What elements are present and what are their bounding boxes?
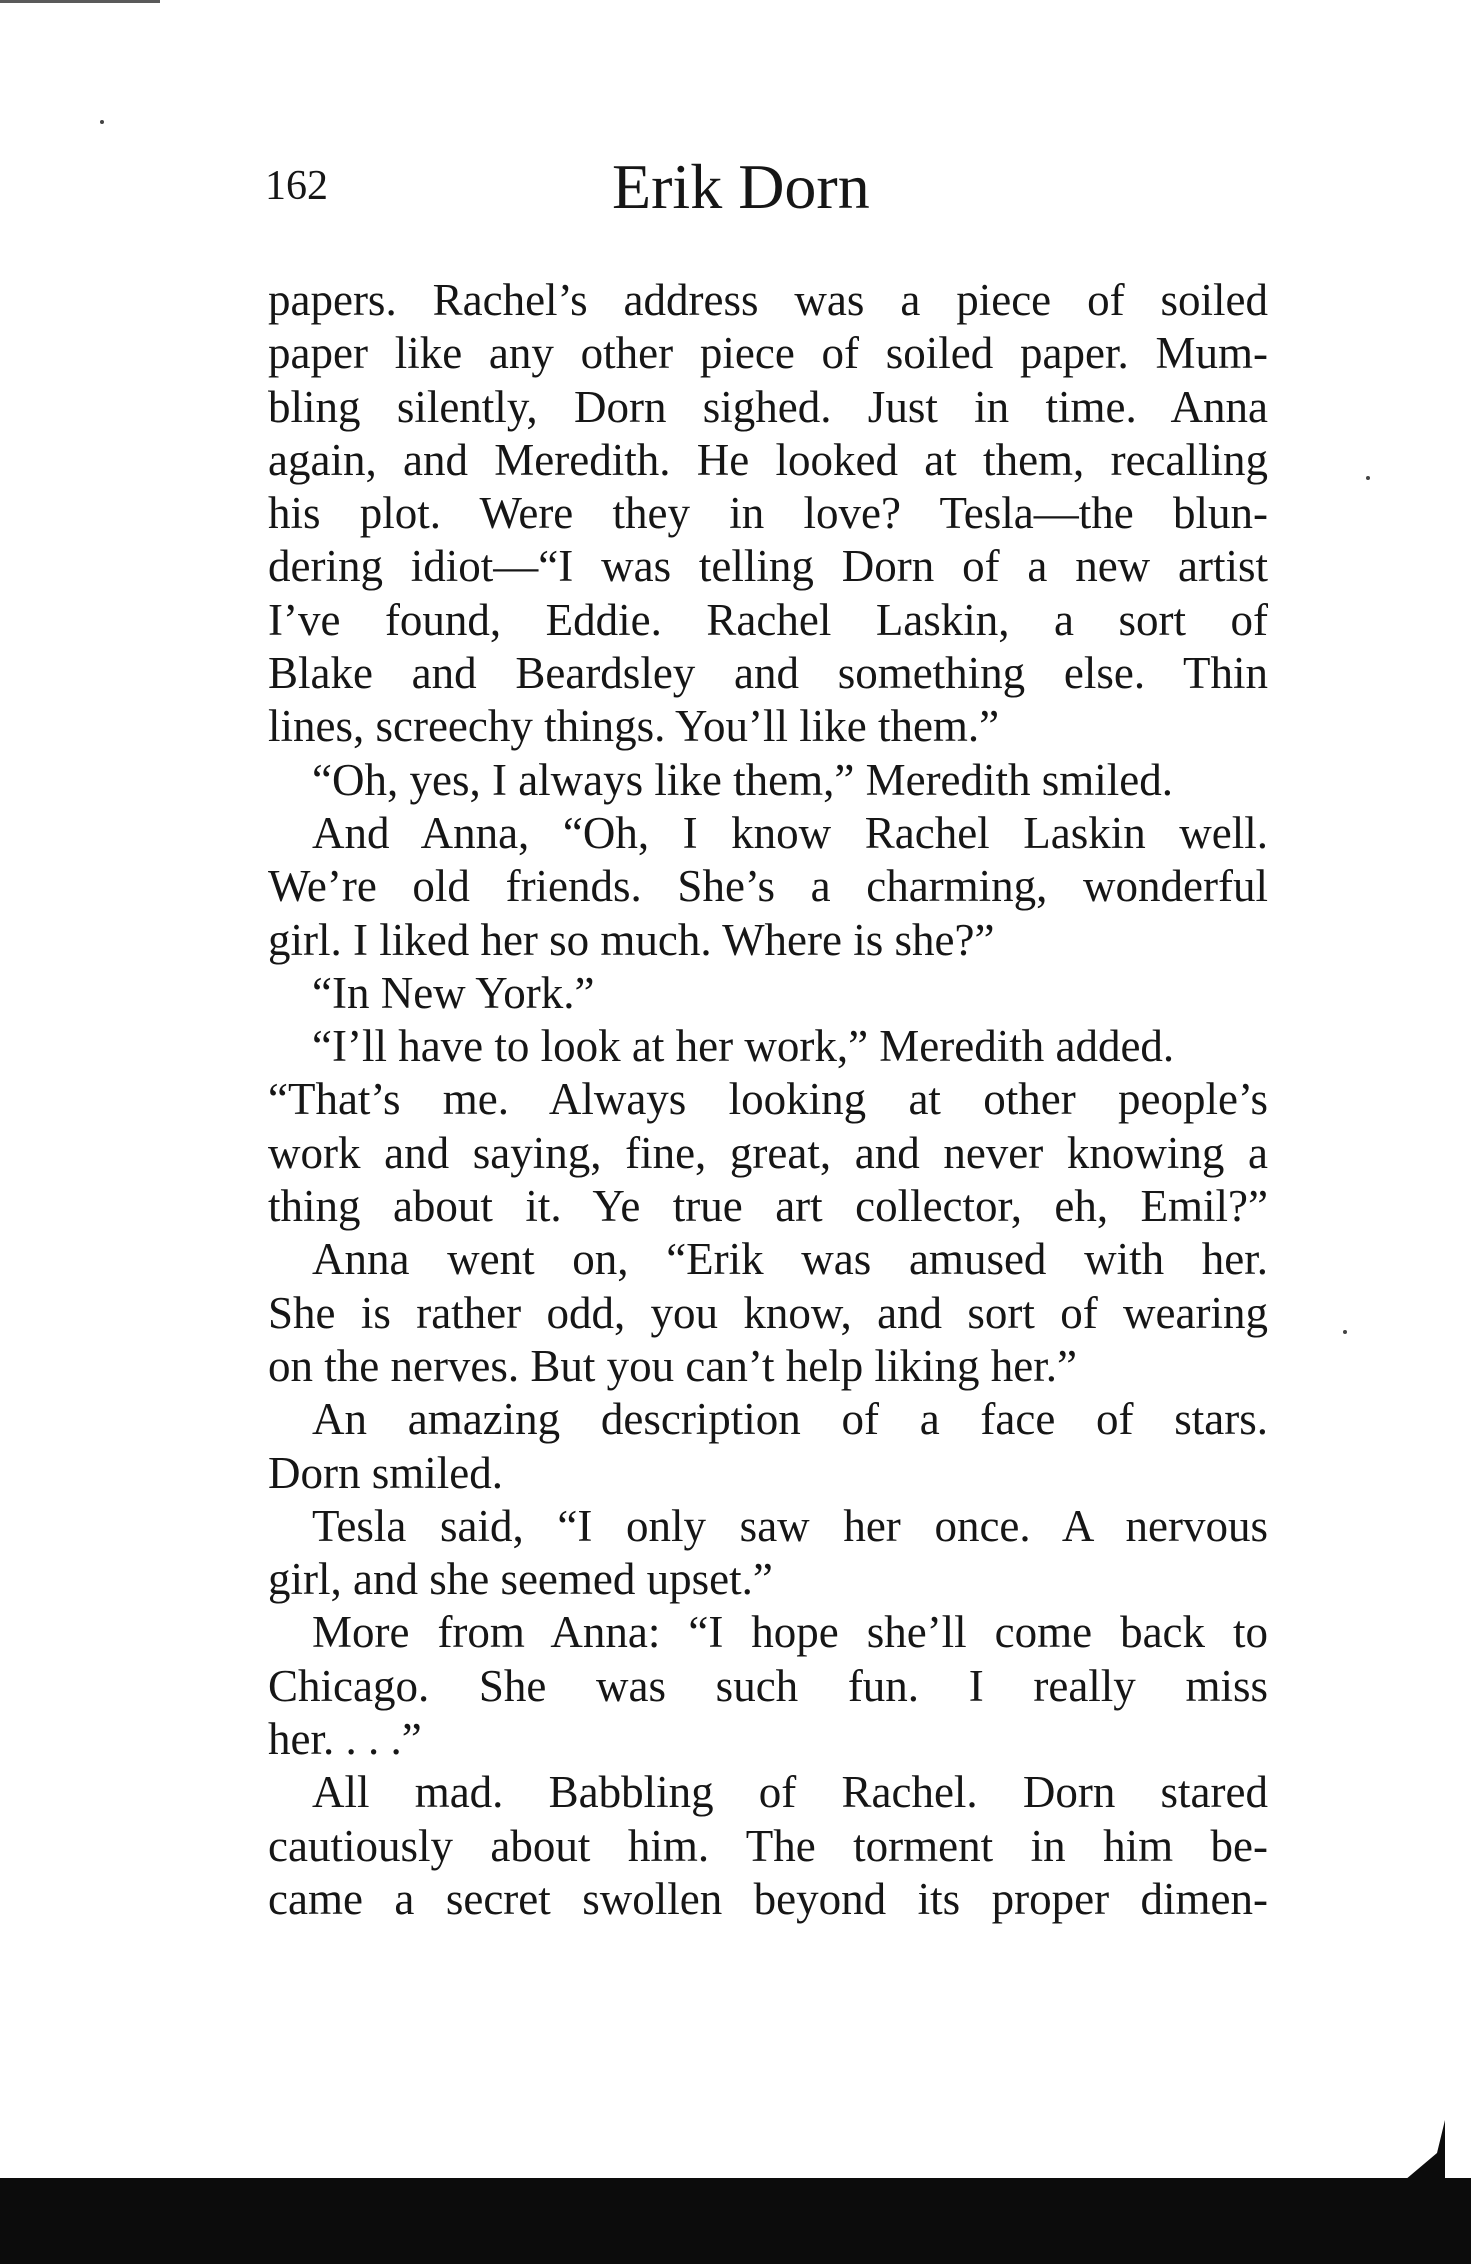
- scan-speck: [1343, 1330, 1347, 1334]
- text-line: An amazing description of a face of stars.: [312, 1394, 1268, 1445]
- text-line: her. . . .”: [268, 1714, 422, 1765]
- text-line: his plot. Were they in love? Tesla—the blun-: [268, 488, 1268, 539]
- text-line: She is rather odd, you know, and sort of wearing: [268, 1287, 1268, 1338]
- running-head: Erik Dorn: [612, 151, 870, 222]
- text-line: Anna went on, “Erik was amused with her.: [312, 1234, 1268, 1285]
- scan-edge-shadow: [0, 2178, 1471, 2264]
- text-line: And Anna, “Oh, I know Rachel Laskin well.: [312, 807, 1268, 858]
- text-line: girl. I liked her so much. Where is she?”: [268, 914, 995, 965]
- text-line: work and saying, fine, great, and never knowing a: [268, 1127, 1268, 1178]
- page-header: [0, 150, 1471, 230]
- text-line: again, and Meredith. He looked at them, recalling: [268, 434, 1268, 485]
- text-line: lines, screechy things. You’ll like them.”: [268, 701, 1000, 752]
- scan-speck: [100, 120, 104, 124]
- text-line: on the nerves. But you can’t help liking her.”: [268, 1340, 1077, 1391]
- scan-edge-rule: [0, 0, 160, 3]
- page-number: 162: [265, 163, 328, 209]
- text-line: thing about it. Ye true art collector, eh, Emil?”: [268, 1181, 1268, 1232]
- text-line: “In New York.”: [312, 967, 595, 1018]
- text-line: cautiously about him. The torment in him be-: [268, 1820, 1268, 1871]
- text-line: papers. Rachel’s address was a piece of soiled: [268, 275, 1268, 325]
- text-line: paper like any other piece of soiled paper. Mum-: [268, 328, 1268, 379]
- text-line: “Oh, yes, I always like them,” Meredith smiled.: [312, 754, 1174, 805]
- text-line: Chicago. She was such fun. I really miss: [268, 1660, 1268, 1711]
- text-line: All mad. Babbling of Rachel. Dorn stared: [312, 1767, 1268, 1818]
- text-line: came a secret swollen beyond its proper dimen-: [268, 1873, 1268, 1924]
- text-line: “That’s me. Always looking at other people’s: [268, 1074, 1268, 1125]
- text-line: Dorn smiled.: [268, 1447, 503, 1498]
- text-line: dering idiot—“I was telling Dorn of a new artist: [268, 541, 1268, 592]
- text-line: “I’ll have to look at her work,” Meredith added.: [312, 1021, 1175, 1072]
- text-line: Blake and Beardsley and something else. Thin: [268, 648, 1268, 699]
- text-line: girl, and she seemed upset.”: [268, 1554, 773, 1605]
- body-text: [268, 274, 1268, 1926]
- text-line: Tesla said, “I only saw her once. A nervous: [312, 1500, 1268, 1551]
- text-line: bling silently, Dorn sighed. Just in time. Anna: [268, 381, 1268, 432]
- scan-edge-shadow: [1405, 2120, 1445, 2180]
- text-line: I’ve found, Eddie. Rachel Laskin, a sort of: [268, 594, 1268, 645]
- text-line: We’re old friends. She’s a charming, wonderful: [268, 861, 1268, 912]
- scan-speck: [1366, 476, 1370, 480]
- text-line: More from Anna: “I hope she’ll come back to: [312, 1607, 1268, 1658]
